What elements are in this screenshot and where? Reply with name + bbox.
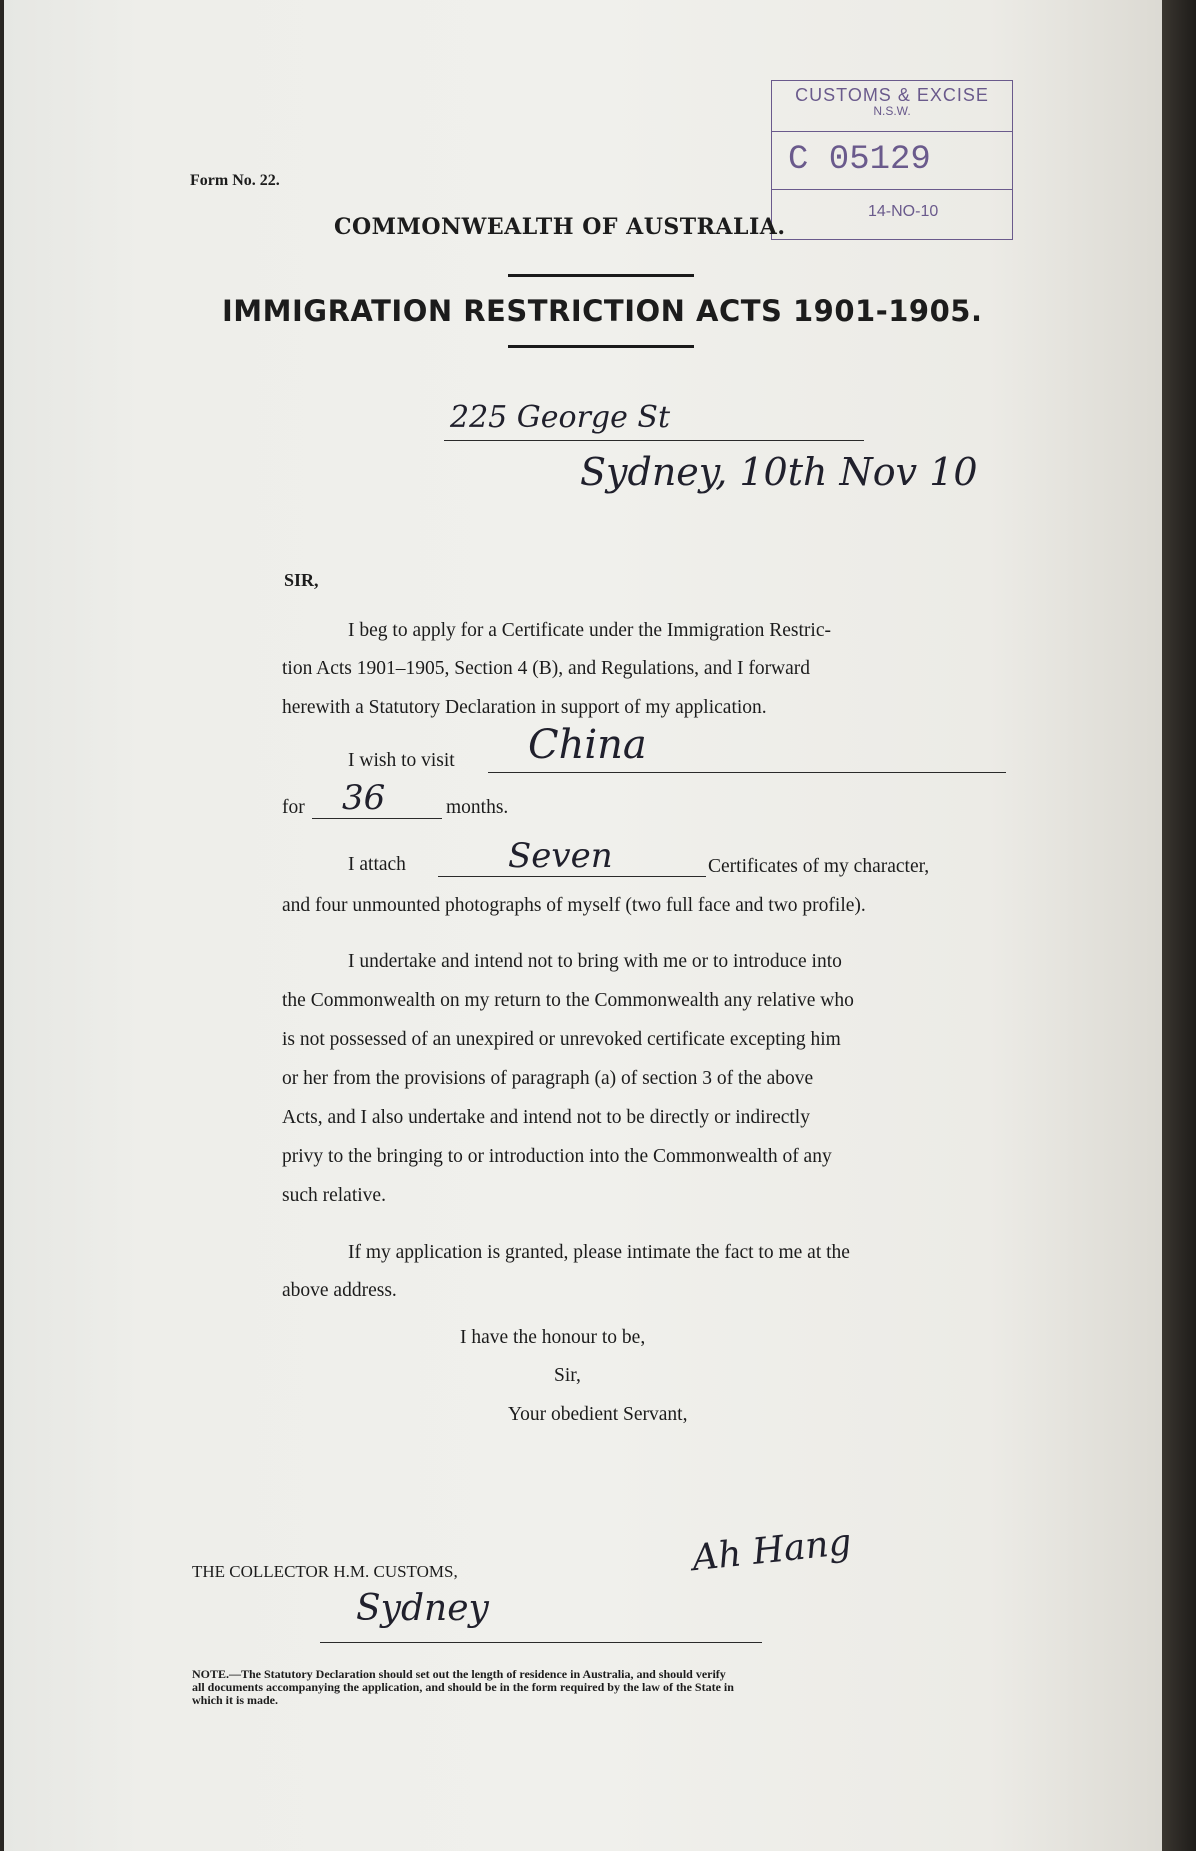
- attach-line2: and four unmounted photographs of myself (two full face and two profile).: [282, 895, 866, 916]
- attach-label: I attach: [348, 854, 406, 875]
- page-edge-shadow: [1162, 0, 1196, 1851]
- visit-value: China: [528, 722, 647, 768]
- para2-line2: the Commonwealth on my return to the Commonwealth any relative who: [282, 990, 854, 1011]
- para3-line1: If my application is granted, please intimate the fact to me at the: [348, 1242, 850, 1263]
- attach-line: [438, 876, 706, 877]
- note-line3: which it is made.: [192, 1693, 279, 1707]
- stamp-line-2: N.S.W.: [873, 104, 911, 118]
- addressee-city: Sydney: [356, 1588, 489, 1629]
- addressee-label: THE COLLECTOR H.M. CUSTOMS,: [192, 1562, 458, 1581]
- title-rule-bottom: [508, 345, 694, 348]
- closing-servant: Your obedient Servant,: [508, 1404, 688, 1425]
- attach-tail: Certificates of my character,: [708, 856, 930, 877]
- para1-line1: I beg to apply for a Certificate under the Immigration Restric-: [348, 620, 831, 641]
- para2-line5: Acts, and I also undertake and intend not to be directly or indirectly: [282, 1107, 810, 1128]
- address-street: 225 George St: [450, 400, 671, 435]
- months-line: [312, 818, 442, 819]
- address-street-line: [444, 440, 864, 441]
- attach-value: Seven: [508, 836, 613, 876]
- form-number: Form No. 22.: [190, 172, 280, 189]
- para2-line1: I undertake and intend not to bring with me or to introduce into: [348, 951, 842, 972]
- visit-line: [488, 772, 1006, 773]
- signature: Ah Hang: [690, 1521, 854, 1580]
- closing-honour: I have the honour to be,: [460, 1327, 646, 1348]
- para1-line3: herewith a Statutory Declaration in support of my application.: [282, 697, 767, 718]
- document-title: IMMIGRATION RESTRICTION ACTS 1901-1905.: [222, 294, 983, 328]
- note-line1: NOTE.—The Statutory Declaration should set out the length of residence in Australia, and should verify: [192, 1667, 726, 1681]
- visit-label: I wish to visit: [348, 750, 455, 771]
- para3-line2: above address.: [282, 1280, 397, 1301]
- for-label: for: [282, 797, 305, 818]
- months-value: 36: [342, 778, 386, 818]
- customs-stamp: [771, 80, 1013, 240]
- stamp-line-1: CUSTOMS & EXCISE: [795, 85, 989, 105]
- stamp-number: C 05129: [788, 141, 931, 179]
- para2-line4: or her from the provisions of paragraph (a) of section 3 of the above: [282, 1068, 814, 1089]
- address-city-date: Sydney, 10th Nov 10: [580, 450, 978, 494]
- note-line2: all documents accompanying the application, and should be in the form required by the law of the State in: [192, 1680, 734, 1694]
- para1-line2: tion Acts 1901–1905, Section 4 (B), and Regulations, and I forward: [282, 658, 811, 679]
- para2-line3: is not possessed of an unexpired or unrevoked certificate excepting him: [282, 1029, 841, 1050]
- closing-sir: Sir,: [554, 1365, 581, 1386]
- document-page: [4, 0, 1162, 1851]
- title-rule-top: [508, 274, 694, 277]
- para2-line6: privy to the bringing to or introduction into the Commonwealth of any: [282, 1146, 832, 1167]
- salutation: SIR,: [284, 570, 319, 590]
- stamp-date: 14-NO-10: [868, 203, 939, 220]
- months-label: months.: [446, 797, 509, 818]
- para2-line7: such relative.: [282, 1185, 386, 1206]
- country-heading: COMMONWEALTH OF AUSTRALIA.: [334, 214, 786, 240]
- city-line: [320, 1642, 762, 1643]
